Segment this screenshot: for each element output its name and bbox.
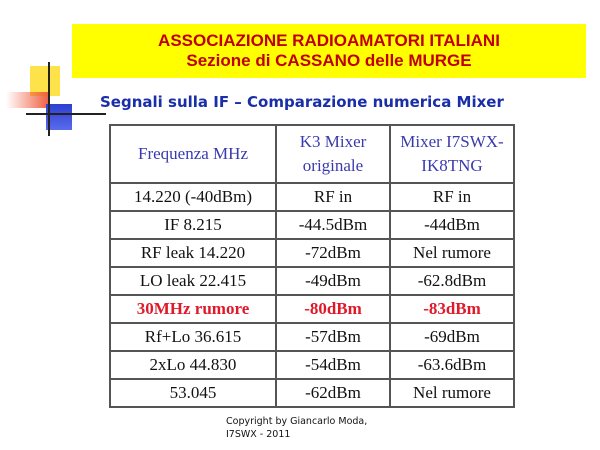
- cell-frequency: 14.220 (-40dBm): [110, 183, 276, 211]
- cell-i7swx-mixer: -69dBm: [390, 323, 514, 351]
- cell-i7swx-mixer: -62.8dBm: [390, 267, 514, 295]
- decorative-vertical-line: [48, 62, 50, 136]
- comparison-table: [109, 124, 515, 408]
- cell-k3-mixer: RF in: [276, 183, 390, 211]
- column-header-text: K3 Mixer: [299, 132, 367, 151]
- table-row: [110, 183, 514, 211]
- cell-k3-mixer: -80dBm: [276, 295, 390, 323]
- slide-title: Segnali sulla IF – Comparazione numerica Mixer: [100, 93, 504, 111]
- copyright-line-1: Copyright by Giancarlo Moda,: [226, 416, 368, 427]
- decorative-red-bar: [6, 92, 50, 108]
- table-row: [110, 351, 514, 379]
- cell-i7swx-mixer: Nel rumore: [390, 239, 514, 267]
- cell-i7swx-mixer: RF in: [390, 183, 514, 211]
- cell-frequency: RF leak 14.220: [110, 239, 276, 267]
- cell-k3-mixer: -72dBm: [276, 239, 390, 267]
- table-row: [110, 323, 514, 351]
- decorative-horizontal-line: [26, 113, 106, 115]
- column-header-k3-mixer: [276, 125, 390, 183]
- table-row-highlighted: [110, 295, 514, 323]
- copyright-line-2: I7SWX - 2011: [226, 429, 291, 440]
- cell-k3-mixer: -49dBm: [276, 267, 390, 295]
- header-line-2: Sezione di CASSANO delle MURGE: [186, 51, 472, 70]
- cell-i7swx-mixer: Nel rumore: [390, 379, 514, 407]
- table-row: [110, 239, 514, 267]
- cell-frequency: 2xLo 44.830: [110, 351, 276, 379]
- cell-frequency: 30MHz rumore: [110, 295, 276, 323]
- table-row: [110, 379, 514, 407]
- header-banner: [72, 24, 586, 78]
- cell-k3-mixer: -44.5dBm: [276, 211, 390, 239]
- cell-i7swx-mixer: -44dBm: [390, 211, 514, 239]
- cell-k3-mixer: -57dBm: [276, 323, 390, 351]
- table-row: [110, 211, 514, 239]
- column-header-text: Mixer I7SWX-: [400, 132, 504, 151]
- copyright-notice: [226, 415, 367, 441]
- cell-i7swx-mixer: -63.6dBm: [390, 351, 514, 379]
- cell-frequency: IF 8.215: [110, 211, 276, 239]
- column-header-text: IK8TNG: [421, 156, 483, 175]
- cell-k3-mixer: -62dBm: [276, 379, 390, 407]
- column-header-i7swx-mixer: [390, 125, 514, 183]
- cell-frequency: LO leak 22.415: [110, 267, 276, 295]
- column-header-text: originale: [302, 156, 364, 175]
- column-header-frequency: [110, 125, 276, 183]
- cell-frequency: Rf+Lo 36.615: [110, 323, 276, 351]
- column-header-text: Frequenza MHz: [138, 144, 248, 163]
- cell-frequency: 53.045: [110, 379, 276, 407]
- header-line-1: ASSOCIAZIONE RADIOAMATORI ITALIANI: [158, 31, 500, 50]
- table-header-row: [110, 125, 514, 183]
- cell-k3-mixer: -54dBm: [276, 351, 390, 379]
- cell-i7swx-mixer: -83dBm: [390, 295, 514, 323]
- table-row: [110, 267, 514, 295]
